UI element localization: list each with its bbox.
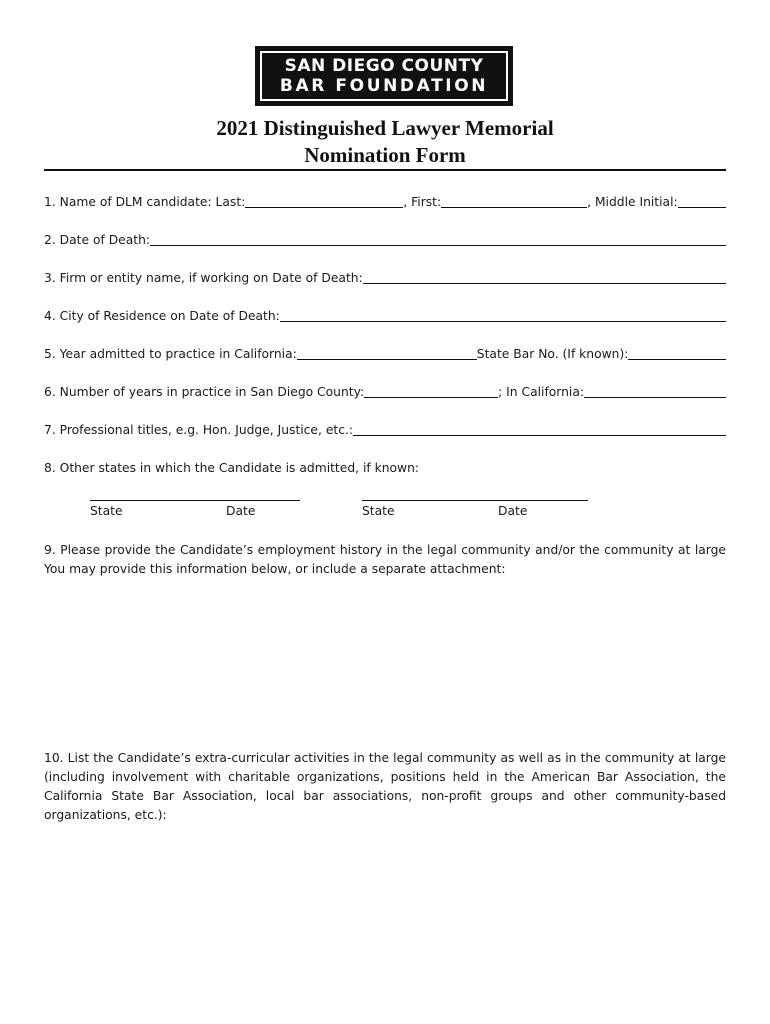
q6-ca-label: ; In California:	[498, 385, 585, 399]
title-divider	[44, 169, 726, 171]
q3-label: 3. Firm or entity name, if working on Date of Death:	[44, 271, 363, 285]
foundation-logo	[255, 46, 513, 106]
form-subtitle: Nomination Form	[304, 143, 466, 167]
question-8-row	[44, 456, 726, 476]
q1-label: 1. Name of DLM candidate: Last:	[44, 195, 246, 209]
form-title: 2021 Distinguished Lawyer Memorial	[216, 116, 554, 140]
q4-label: 4. City of Residence on Date of Death:	[44, 309, 280, 323]
q5-bar-label: State Bar No. (If known):	[476, 347, 629, 361]
q1-first-label: , First:	[403, 195, 442, 209]
state-bar-number-field[interactable]	[628, 345, 726, 360]
last-name-field[interactable]	[245, 193, 403, 208]
firm-name-field[interactable]	[363, 269, 726, 284]
q5-label: 5. Year admitted to practice in California:	[44, 347, 297, 361]
years-san-diego-field[interactable]	[364, 383, 498, 398]
question-5-row	[44, 342, 726, 362]
years-california-field[interactable]	[584, 383, 726, 398]
date-caption-2: Date	[498, 504, 528, 518]
employment-history-area[interactable]	[44, 584, 726, 734]
logo-line-1: SAN DIEGO COUNTY	[284, 56, 484, 76]
logo-line-2: BAR FOUNDATION	[279, 76, 489, 96]
other-state-field-2[interactable]	[362, 500, 588, 501]
city-of-residence-field[interactable]	[280, 307, 726, 322]
state-caption-2: State	[362, 504, 395, 518]
q2-label: 2. Date of Death:	[44, 233, 151, 247]
state-caption-1: State	[90, 504, 123, 518]
first-name-field[interactable]	[441, 193, 587, 208]
q8-label: 8. Other states in which the Candidate is admitted, if known:	[44, 461, 420, 475]
question-4-row	[44, 304, 726, 324]
question-10-text: 10. List the Candidate’s extra-curricular activities in the legal community as well as in the community at large (including involvement with charitable organizations, positions held in the American Bar Association, the California State Bar Association, local bar associations, non-profit groups and other community-based organizations, etc.):	[44, 751, 726, 822]
question-9-text: 9. Please provide the Candidate’s employment history in the legal community and/or the community at large You may provide this information below, or include a separate attachment:	[44, 543, 726, 576]
question-3-row	[44, 266, 726, 286]
q6-label: 6. Number of years in practice in San Diego County:	[44, 385, 365, 399]
professional-titles-field[interactable]	[353, 421, 726, 436]
year-admitted-field[interactable]	[297, 345, 477, 360]
question-1-row	[44, 190, 726, 210]
question-6-row	[44, 380, 726, 400]
date-of-death-field[interactable]	[150, 231, 726, 246]
date-caption-1: Date	[226, 504, 256, 518]
question-7-row	[44, 418, 726, 438]
question-2-row	[44, 228, 726, 248]
other-state-field-1[interactable]	[90, 500, 300, 501]
middle-initial-field[interactable]	[678, 193, 726, 208]
q1-middle-label: , Middle Initial:	[587, 195, 678, 209]
activities-area[interactable]	[44, 830, 726, 1000]
q7-label: 7. Professional titles, e.g. Hon. Judge, Justice, etc.:	[44, 423, 354, 437]
